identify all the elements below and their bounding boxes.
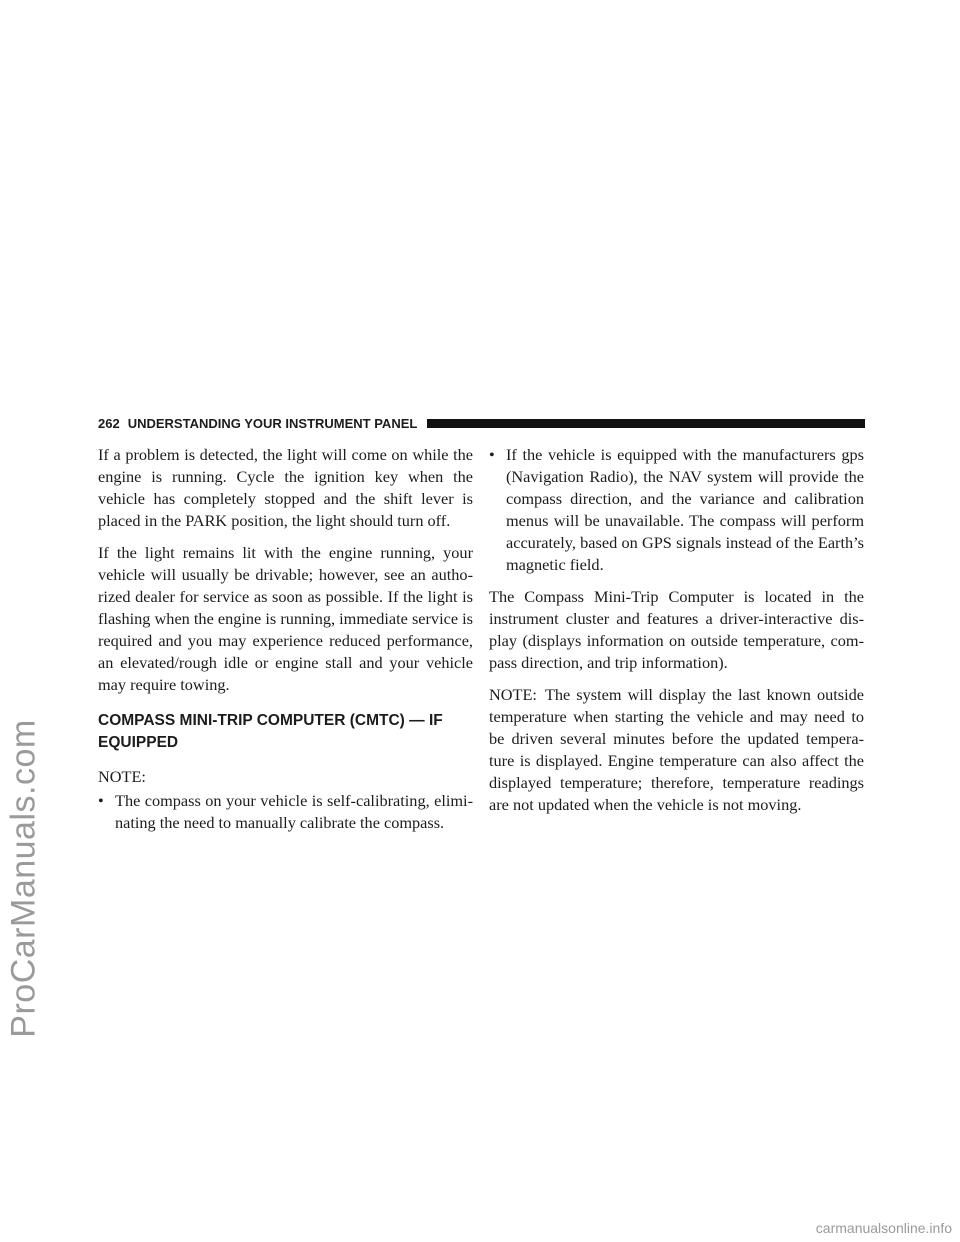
note-label: NOTE: [489,685,537,704]
header-rule [427,419,865,428]
section-title: UNDERSTANDING YOUR INSTRUMENT PANEL [127,415,418,431]
paragraph-problem-detected: If a problem is detected, the light will come on while the engine is running. Cycle the ignition key when the vehicle has completely stopped and the shift lever is placed in the PARK position, the light should turn off. [98,445,473,530]
paragraph-cmtc-location: The Compass Mini-Trip Computer is located in the instrument cluster and features a driver-interactive dis- play (displays information on outside temperature, com- pass direction, and trip information). [489,587,864,672]
bottom-watermark: carmanualsonline.info [815,1220,952,1236]
bullet-item-self-calibrating [98,790,473,834]
side-watermark-text: ProCarManuals.com [4,719,43,1038]
bullet-icon: • [489,445,495,464]
page-header [98,413,865,433]
paragraph-light-remains-lit: If the light remains lit with the engine running, your vehicle will usually be drivable; however, see an autho- rized dealer for service as soon as possible. If the light is flashing when the engine is running, immediate service is required and you may experience reduced performance, an elevated/rough idle or engine stall and your vehicle may require towing. [98,543,473,694]
section-heading-cmtc: COMPASS MINI-TRIP COMPUTER (CMTC) — IF EQUIPPED [98,712,443,751]
bullet-icon: • [98,791,104,810]
left-column [98,444,473,844]
note-text: The system will display the last known outside temperature when starting the vehicle and may need to be driven several minutes before the updated tempera- ture is displayed. Engine temperature can also affect the displayed temperature; therefore, temperature readings are not updated when the vehicle is not moving. [489,685,864,814]
bullet-text: If the vehicle is equipped with the manufacturers gps (Navigation Radio), the NAV system will provide the compass direction, and the variance and calibration menus will be unavailable. The compass will perform accurately, based on GPS signals instead of the Earth’s magnetic field. [506,445,864,574]
page-number: 262 [98,415,120,431]
bullet-item-navigation [489,444,864,576]
note-paragraph [489,684,864,816]
side-watermark [4,515,44,1242]
note-label: NOTE: [98,767,146,786]
bullet-text: The compass on your vehicle is self-calibrating, elimi- nating the need to manually calibrate the compass. [115,791,473,832]
right-column [489,444,864,826]
